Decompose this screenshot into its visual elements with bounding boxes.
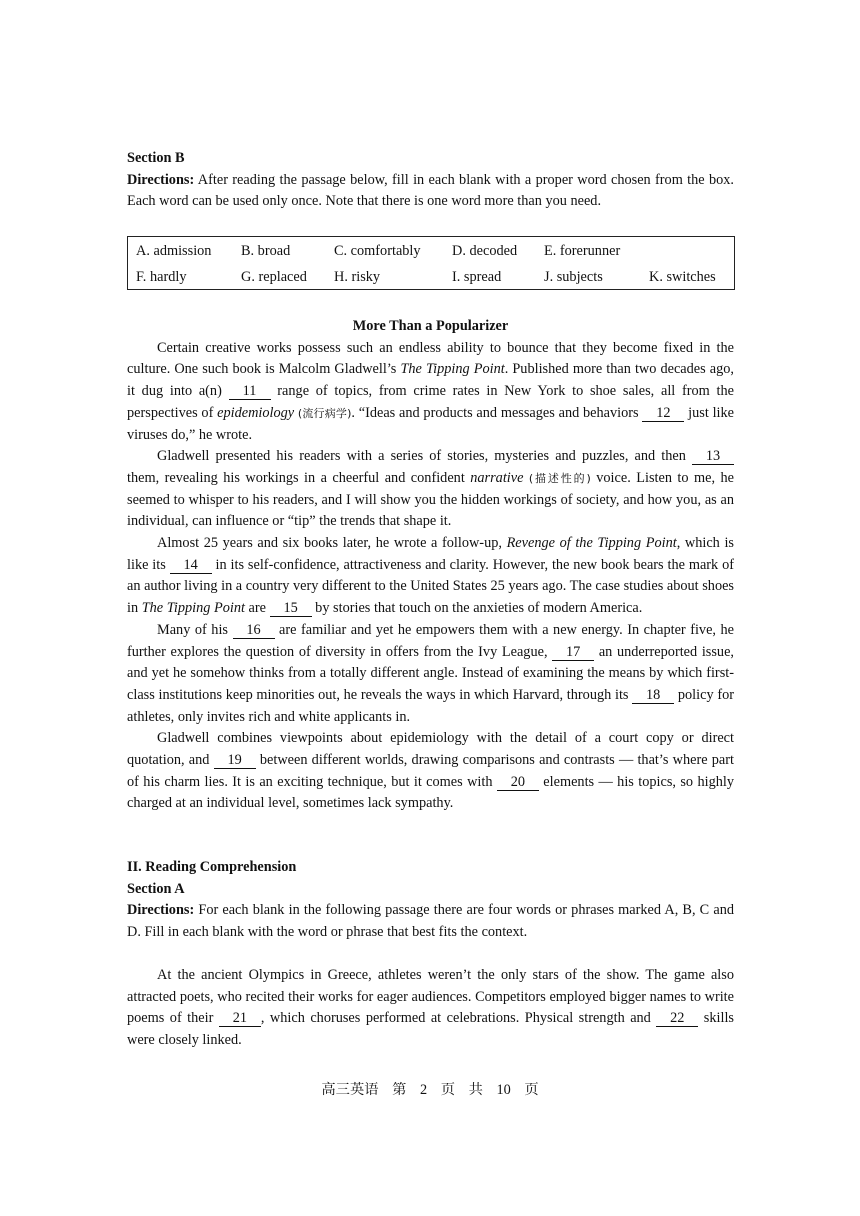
text-run: . Published more than two decades ago, it dug into a(n) [127, 361, 734, 400]
word-option-i: I. spread [452, 269, 502, 285]
passage-paragraph-5 [127, 728, 734, 815]
blank-13[interactable]: 13 [692, 448, 734, 465]
chinese-gloss: (描述性的) [523, 471, 591, 485]
text-run: Many of his [157, 621, 233, 638]
book-title: The Tipping Point [400, 361, 505, 378]
text-run: Almost 25 years and six books later, he wrote a follow-up, [157, 535, 507, 552]
blank-11[interactable]: 11 [229, 383, 271, 400]
text-run: elements — his topics, so highly charged at an individual level, sometimes lack sympathy. [127, 773, 735, 812]
text-run: skills were closely linked. [127, 1010, 734, 1048]
section-b-block [127, 148, 734, 213]
passage-paragraph-1 [127, 338, 734, 447]
word-option-c: C. comfortably [334, 243, 421, 259]
blank-16[interactable]: 16 [233, 622, 275, 639]
text-run: in its self-confidence, attractiveness and clarity. However, the new book bears the mark of an author living in a country very different to the United States 25 years ago. The case studies about shoes in [127, 556, 734, 617]
section-b-title: Section B [127, 150, 185, 166]
word-option-e: E. forerunner [544, 243, 621, 259]
passage-more-than-a-popularizer [127, 316, 734, 815]
text-run: Certain creative works possess such an endless ability to bounce that they become fixed in the culture. One such book is Malcolm Gladwell’s [127, 339, 734, 378]
word-option-j: J. subjects [544, 269, 603, 285]
text-run: between different worlds, drawing comparisons and contrasts — that’s where part of his charm lies. It is an exciting technique, but it comes with [127, 752, 734, 790]
passage-paragraph-3 [127, 533, 734, 620]
text-run: . “Ideas and products and messages and behaviors [351, 404, 643, 421]
olympics-paragraph [127, 965, 734, 1052]
text-run: them, revealing his workings in a cheerful and confident [127, 469, 471, 486]
section-b-directions [127, 170, 734, 213]
page-footer: 高三英语 第 2 页 共 10 页 [321, 1082, 539, 1098]
blank-12[interactable]: 12 [642, 405, 684, 422]
blank-15[interactable]: 15 [270, 600, 312, 617]
text-run: by stories that touch on the anxieties of modern America. [311, 600, 643, 617]
spacer [127, 944, 734, 965]
text-run: Gladwell presented his readers with a series of stories, mysteries and puzzles, and then [157, 448, 692, 465]
text-run: voice. Listen to me, he seemed to whisper to his readers, and I will show you the hidden workings of society, and how you, as an individual, can influence or “tip” the trends that shape it. [127, 469, 734, 530]
book-title: The Tipping Point [141, 600, 245, 617]
word-box [127, 236, 735, 290]
word-option-a: A. admission [136, 243, 212, 259]
text-run: At the ancient Olympics in Greece, athletes weren’t the only stars of the show. The game also attracted poets, who recited their works for eager audiences. Competitors employed bigger names to write poems of their [127, 966, 734, 1027]
part-heading: II. Reading Comprehension [127, 859, 297, 875]
text-run: are [244, 600, 270, 617]
blank-21[interactable]: 21 [219, 1010, 261, 1027]
term-italic: epidemiology [217, 404, 295, 421]
passage-paragraph-2 [127, 446, 734, 533]
directions-label: Directions: [127, 902, 195, 919]
word-option-g: G. replaced [241, 269, 307, 285]
passage-paragraph-4 [127, 620, 734, 729]
word-option-b: B. broad [241, 243, 291, 259]
directions-text: For each blank in the following passage there are four words or phrases marked A, B, C and D. Fill in each blank with the word or phrase that best fits the context. [127, 902, 734, 941]
text-run: , which choruses performed at celebrations. Physical strength and [260, 1010, 657, 1027]
section-a-directions [127, 900, 734, 943]
text-run: Gladwell combines viewpoints about epidemiology with the detail of a court copy or direct quotation, and [127, 730, 734, 769]
word-option-h: H. risky [334, 269, 381, 285]
term-italic: narrative [470, 469, 524, 486]
blank-19[interactable]: 19 [214, 752, 256, 769]
text-run: range of topics, from crime rates in New York to shoe sales, all from the perspectives of [127, 383, 734, 421]
blank-20[interactable]: 20 [497, 774, 539, 791]
section-a-title: Section A [127, 880, 185, 897]
blank-14[interactable]: 14 [170, 557, 212, 574]
text-run: just like viruses do,” he wrote. [127, 404, 735, 443]
passage-title: More Than a Popularizer [352, 318, 509, 334]
directions-text: After reading the passage below, fill in each blank with a proper word chosen from the box. Each word can be used only once. Note that there is one word more than you need. [127, 171, 734, 210]
text-run: policy for athletes, only invites rich and white applicants in. [127, 686, 734, 725]
text-run: are familiar and yet he empowers them with a new energy. In chapter five, he further explores the question of diversity in offers from the Ivy League, [127, 621, 735, 660]
word-option-d: D. decoded [452, 243, 518, 259]
word-option-k: K. switches [649, 269, 716, 285]
blank-18[interactable]: 18 [632, 687, 674, 704]
word-option-f: F. hardly [136, 269, 187, 285]
text-run: an underreported issue, and yet he somehow thinks from a totally different angle. Instead of examining the means by which first-class institutions keep minorities out, he reveals the ways in which Harvard, through its [127, 643, 734, 703]
book-title: Revenge of the Tipping Point [506, 535, 677, 552]
reading-comprehension-block [127, 857, 734, 1052]
blank-22[interactable]: 22 [656, 1010, 698, 1027]
chinese-gloss: (流行病学) [294, 406, 352, 420]
text-run: , which is like its [127, 535, 734, 573]
directions-label: Directions: [127, 171, 195, 188]
blank-17[interactable]: 17 [552, 644, 594, 661]
